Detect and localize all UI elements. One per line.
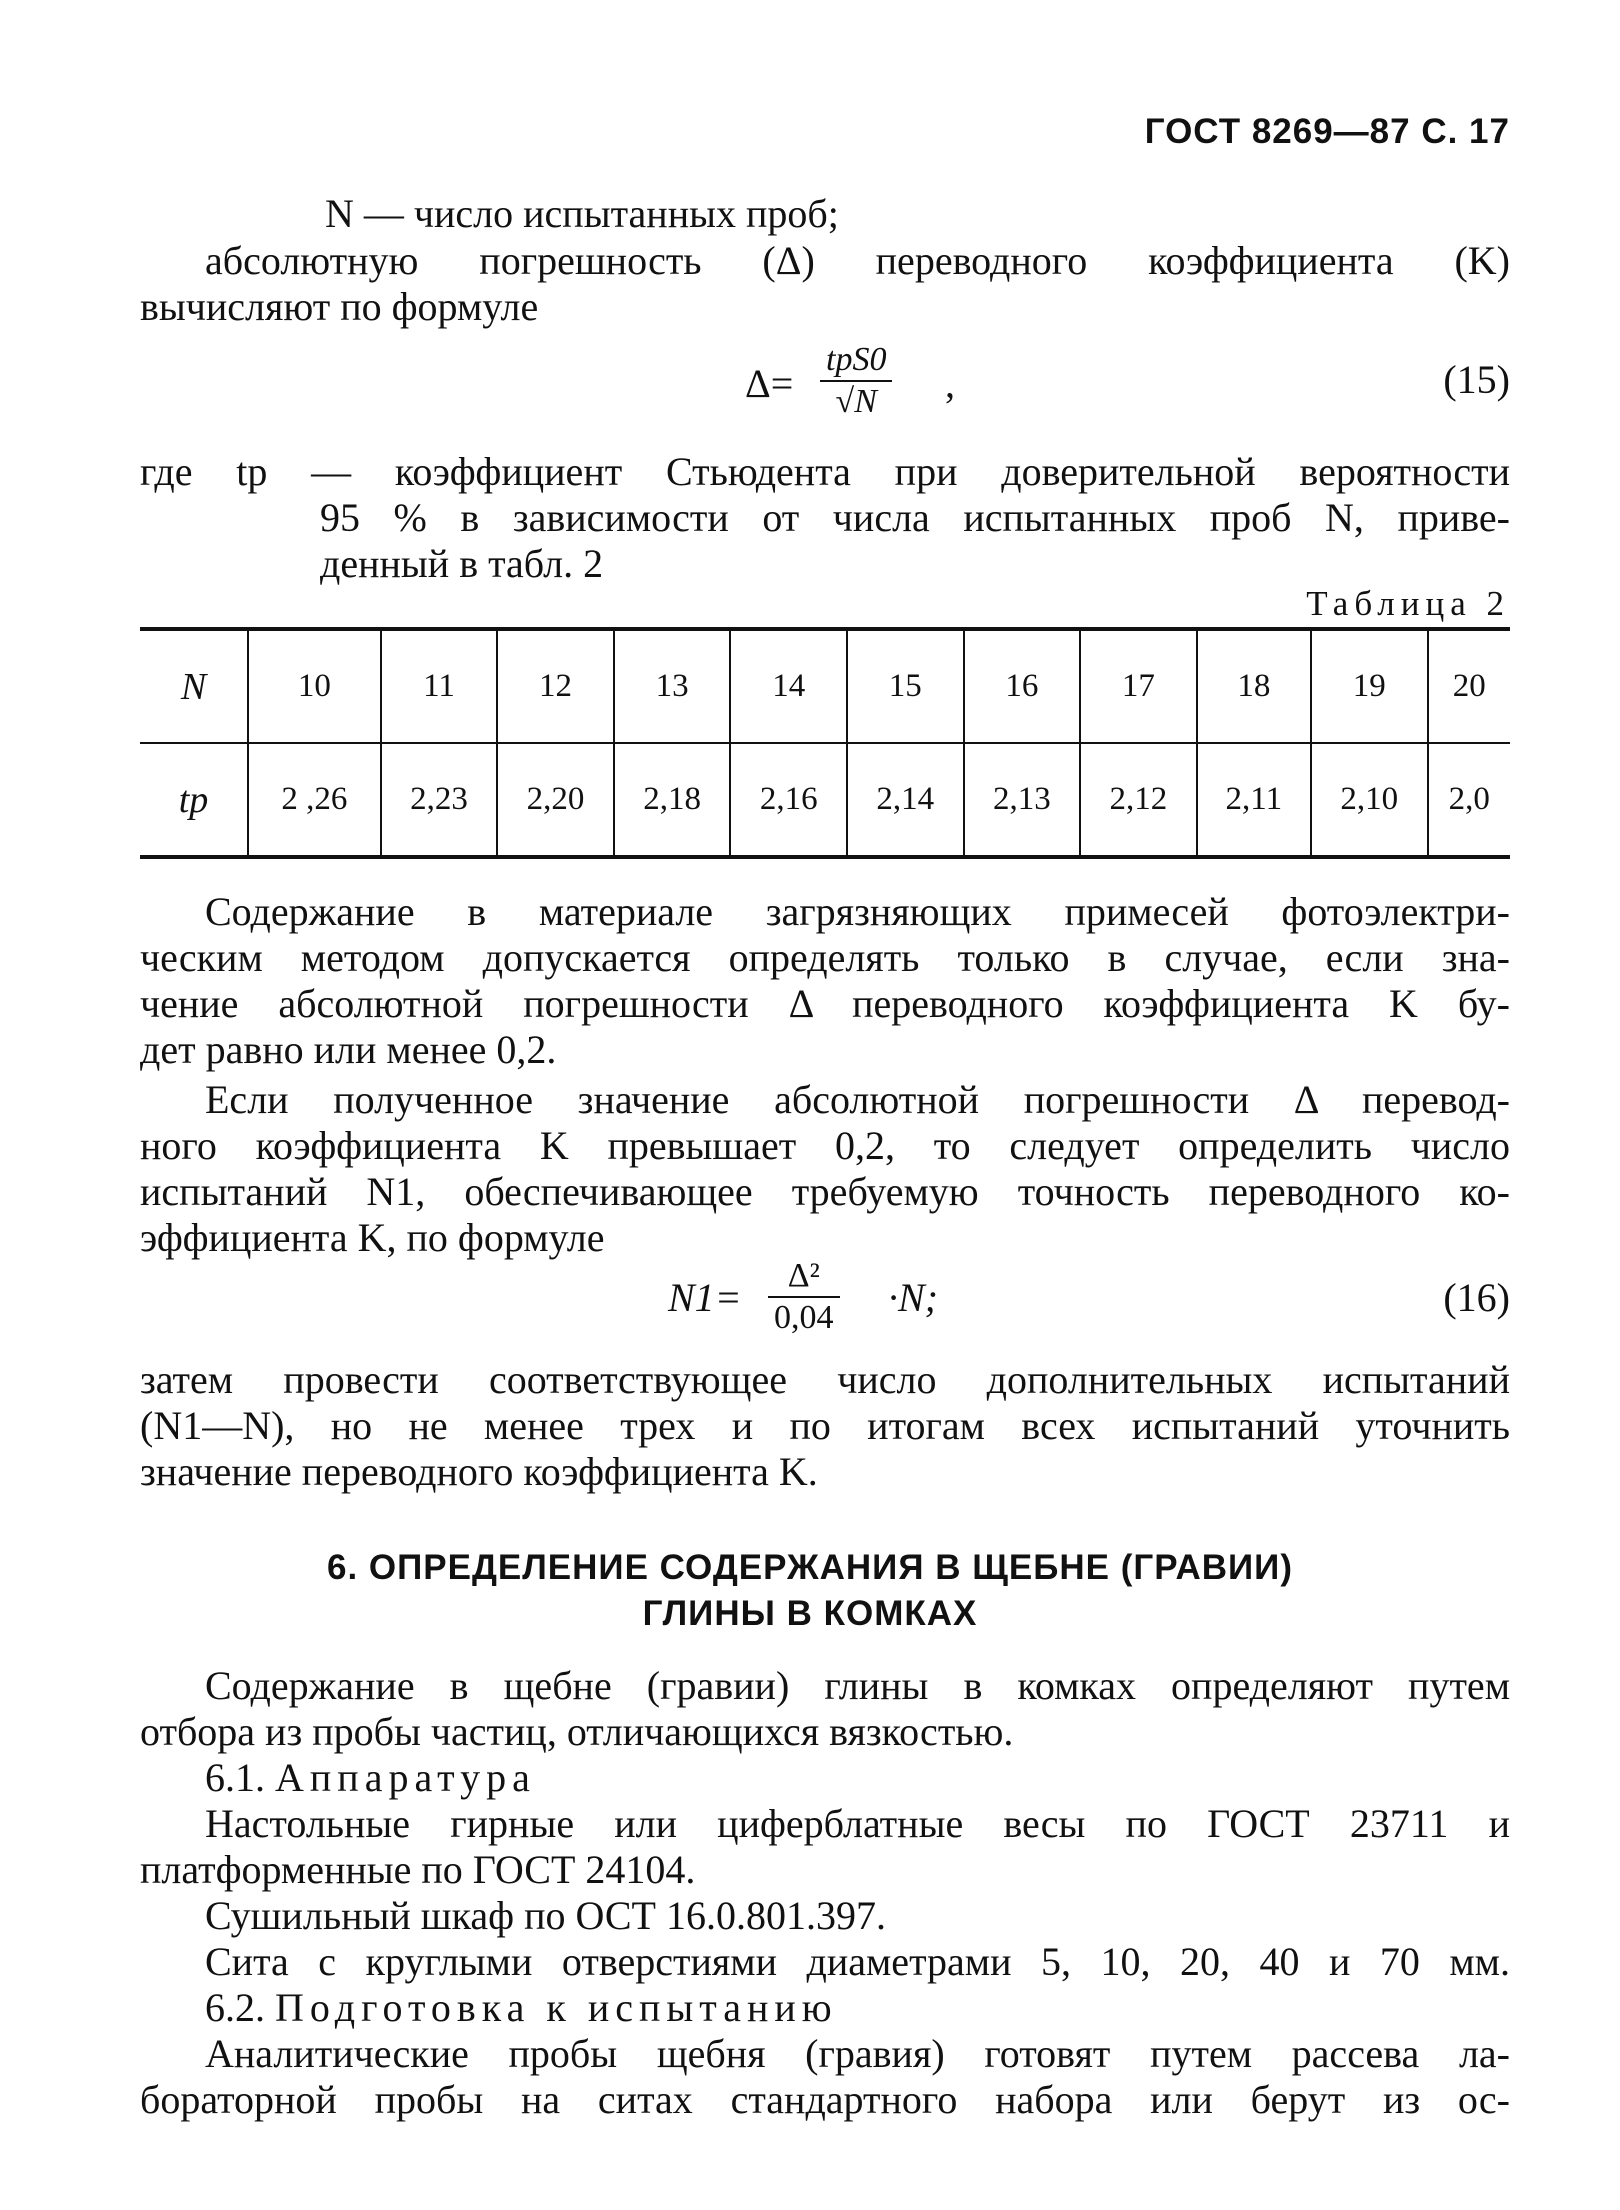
formula-fraction (820, 340, 892, 422)
n-cell: 19 (1311, 629, 1428, 743)
row-label-tp: tp (178, 778, 209, 821)
section-title: ГЛИНЫ В КОМКАХ (642, 1594, 978, 1633)
text-line: (N1—N), но не менее трех и по итогам всех испытаний уточнить (140, 1403, 1510, 1448)
student-coefficient-table (140, 627, 1510, 859)
row-label-n: N (140, 629, 248, 743)
text-line: Содержание в щебне (гравии) глины в комках определяют путем (205, 1663, 1510, 1708)
formula-lhs: N1= (668, 1275, 742, 1320)
where-line: где tр — коэффициент Стьюдента при доверительной вероятности (140, 449, 1510, 494)
equation-number-15: (15) (1443, 357, 1510, 402)
n-cell: 11 (381, 629, 498, 743)
text-line: испытаний N1, обеспечивающее требуемую точность переводного ко- (140, 1169, 1510, 1214)
table-row-tp (140, 743, 1510, 857)
formula-denominator: √N (835, 383, 877, 420)
t-cell: 2,23 (381, 743, 498, 857)
formula-trail: , (945, 361, 955, 406)
subsection-title: Подготовка к испытанию (275, 1985, 838, 2030)
text-line: абсолютную погрешность (Δ) переводного коэффициента (K) (205, 238, 1510, 283)
n-cell: 13 (614, 629, 731, 743)
subsection-heading-6-2 (205, 1984, 838, 2032)
text-line: Содержание в материале загрязняющих примесей фотоэлектри- (205, 889, 1510, 934)
text-line: Если полученное значение абсолютной погрешности Δ перевод- (205, 1077, 1510, 1122)
formula-rhs: ·N; (888, 1275, 938, 1320)
text-line: бораторной пробы на ситах стандартного набора или берут из ос- (140, 2077, 1510, 2122)
text-line: платформенные по ГОСТ 24104. (140, 1847, 696, 1892)
text-line: 95 % в зависимости от числа испытанных проб N, приве- (320, 495, 1510, 540)
subsection-title: Аппаратура (275, 1755, 536, 1800)
formula-fraction (768, 1256, 840, 1338)
text-line: Аналитические пробы щебня (гравия) готовят путем рассева ла- (205, 2031, 1510, 2076)
text-line: затем провести соответствующее число дополнительных испытаний (140, 1357, 1510, 1402)
text-line: эффициента K, по формуле (140, 1215, 605, 1260)
text-line: денный в табл. 2 (320, 541, 604, 586)
formula-15 (745, 341, 965, 448)
t-cell: 2,14 (847, 743, 964, 857)
t-cell: 2 ,26 (248, 743, 381, 857)
n-cell: 20 (1428, 629, 1511, 743)
subsection-number: 6.2. (205, 1985, 265, 2030)
page-header: ГОСТ 8269—87 С. 17 (1144, 112, 1510, 151)
section-title: 6. ОПРЕДЕЛЕНИЕ СОДЕРЖАНИЯ В ЩЕБНЕ (ГРАВИИ) (326, 1548, 1293, 1587)
text-line: ческим методом допускается определять только в случае, если зна- (140, 935, 1510, 980)
text-line: вычисляют по формуле (140, 284, 539, 329)
text-line: чение абсолютной погрешности Δ переводного коэффициента K бу- (140, 981, 1510, 1026)
subsection-heading-6-1 (205, 1754, 536, 1802)
formula-16 (668, 1257, 988, 1362)
formula-lhs: Δ= (745, 361, 794, 406)
t-cell: 2,13 (964, 743, 1081, 857)
subsection-number: 6.1. (205, 1755, 265, 1800)
table-row-n (140, 629, 1510, 743)
t-cell: 2,10 (1311, 743, 1428, 857)
t-cell: 2,20 (497, 743, 614, 857)
definition-line: N — число испытанных проб; (325, 191, 839, 236)
text-line: отбора из пробы частиц, отличающихся вязкостью. (140, 1709, 1014, 1754)
n-cell: 18 (1197, 629, 1311, 743)
n-cell: 17 (1080, 629, 1197, 743)
n-cell: 15 (847, 629, 964, 743)
text-line: Настольные гирные или циферблатные весы по ГОСТ 23711 и (205, 1801, 1510, 1846)
table-caption: Таблица 2 (1306, 584, 1510, 623)
equation-number-16: (16) (1443, 1275, 1510, 1320)
formula-numerator: Δ² (787, 1257, 820, 1294)
text-line: Сушильный шкаф по ОСТ 16.0.801.397. (205, 1893, 886, 1938)
formula-numerator: tpS0 (826, 341, 887, 378)
t-cell: 2,18 (614, 743, 731, 857)
text-line: Сита с круглыми отверстиями диаметрами 5, 10, 20, 40 и 70 мм. (205, 1939, 1510, 1984)
text-line: дет равно или менее 0,2. (140, 1027, 557, 1072)
text-line: значение переводного коэффициента K. (140, 1449, 818, 1494)
t-cell: 2,12 (1080, 743, 1197, 857)
t-cell: 2,16 (730, 743, 847, 857)
n-cell: 16 (964, 629, 1081, 743)
t-cell: 2,11 (1197, 743, 1311, 857)
n-cell: 14 (730, 629, 847, 743)
n-cell: 12 (497, 629, 614, 743)
t-cell: 2,0 (1428, 743, 1511, 857)
text-line: ного коэффициента K превышает 0,2, то следует определить число (140, 1123, 1510, 1168)
formula-denominator: 0,04 (774, 1299, 834, 1336)
n-cell: 10 (248, 629, 381, 743)
